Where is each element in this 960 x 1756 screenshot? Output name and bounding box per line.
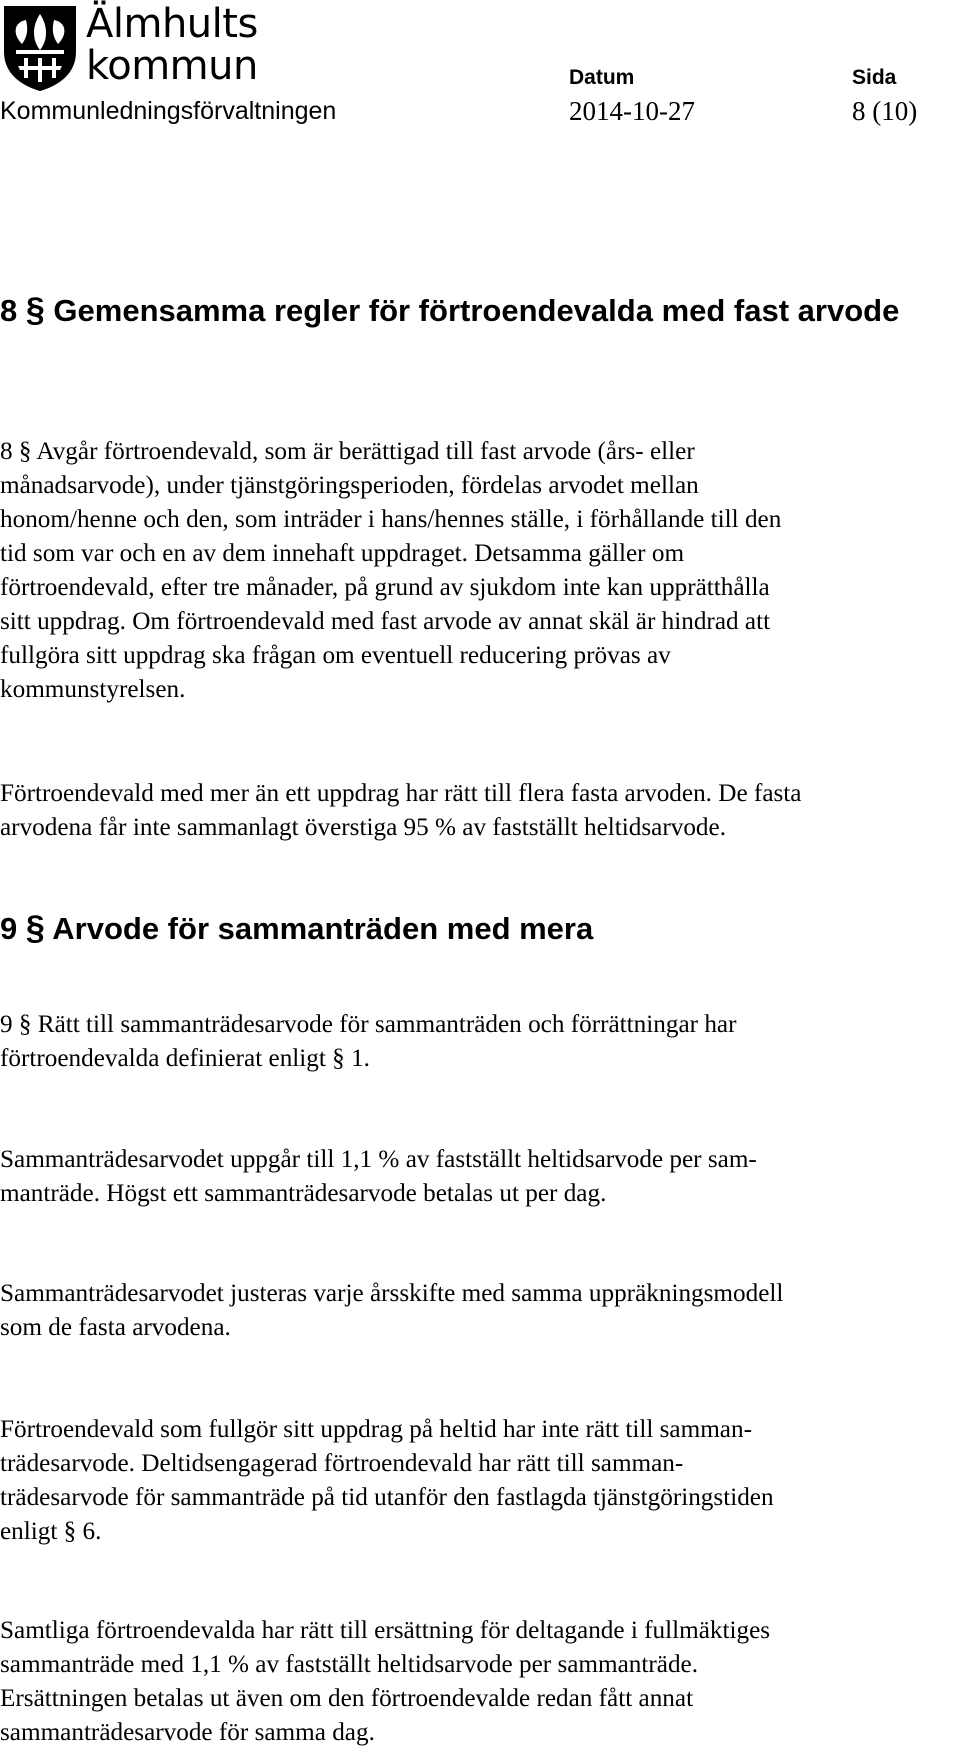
paragraph: 9 § Rätt till sammanträdesarvode för sammanträden och förrättningar har förtroendevalda definierat enligt § 1.: [0, 1011, 737, 1072]
section-number: 9: [0, 911, 18, 946]
paragraph: Förtroendevald som fullgör sitt uppdrag på heltid har inte rätt till samman- trädesarvode. Deltidsengagerad förtroendevald har rätt till samman- trädesarvode för sammanträde på tid utanför den fastlagda tjänstgöringstiden enligt § 6.: [0, 1416, 774, 1545]
department-name: Kommunledningsförvaltningen: [0, 97, 337, 125]
paragraph: Sammanträdesarvodet justeras varje årsskifte med samma uppräkningsmodell som de fasta arvodena.: [0, 1280, 784, 1341]
paragraph: 8 § Avgår förtroendevald, som är berättigad till fast arvode (års- eller månadsarvode), under tjänstgöringsperioden, fördelas arvodet mellan honom/henne och den, som inträder i hans/hennes ställe, i förhållande till den tid som var och en av dem innehaft uppdraget. Detsamma gäller om förtroendevald, efter tre månader, på grund av sjukdom inte kan upprätthålla sitt uppdrag. Om förtroendevald med fast arvode av annat skäl är hindrad att fullgöra sitt uppdrag ska frågan om eventuell reducering prövas av kommunstyrelsen.: [0, 438, 782, 703]
coat-of-arms-icon: [2, 4, 78, 92]
paragraph: Sammanträdesarvodet uppgår till 1,1 % av fastställt heltidsarvode per sam- manträde. Högst ett sammanträdesarvode betalas ut per dag.: [0, 1146, 757, 1207]
document-date: 2014-10-27: [569, 96, 695, 126]
date-label: Datum: [569, 66, 635, 89]
page-label: Sida: [852, 66, 897, 89]
logo-text-line2: kommun: [86, 43, 258, 89]
section-symbol: §: [25, 291, 45, 329]
logo-text-line1: Älmhults: [86, 1, 258, 47]
paragraph: Samtliga förtroendevalda har rätt till ersättning för deltagande i fullmäktiges sammanträde med 1,1 % av fastställt heltidsarvode per sammanträde. Ersättningen betalas ut även om den förtroendevalde redan fått annat sammanträdesarvode för samma dag.: [0, 1617, 771, 1746]
section-number: 8: [0, 293, 18, 328]
municipality-logo: [0, 2, 300, 92]
section-title: Arvode för sammanträden med mera: [52, 911, 594, 946]
paragraph: Förtroendevald med mer än ett uppdrag har rätt till flera fasta arvoden. De fasta arvodena får inte sammanlagt överstiga 95 % av fastställt heltidsarvode.: [0, 780, 802, 841]
section-heading-9: [0, 908, 930, 949]
section-symbol: §: [25, 909, 45, 947]
section-title: Gemensamma regler för förtroendevalda med fast arvode: [53, 293, 900, 328]
section-heading-8: [0, 290, 930, 331]
page-number: 8 (10): [852, 96, 918, 126]
